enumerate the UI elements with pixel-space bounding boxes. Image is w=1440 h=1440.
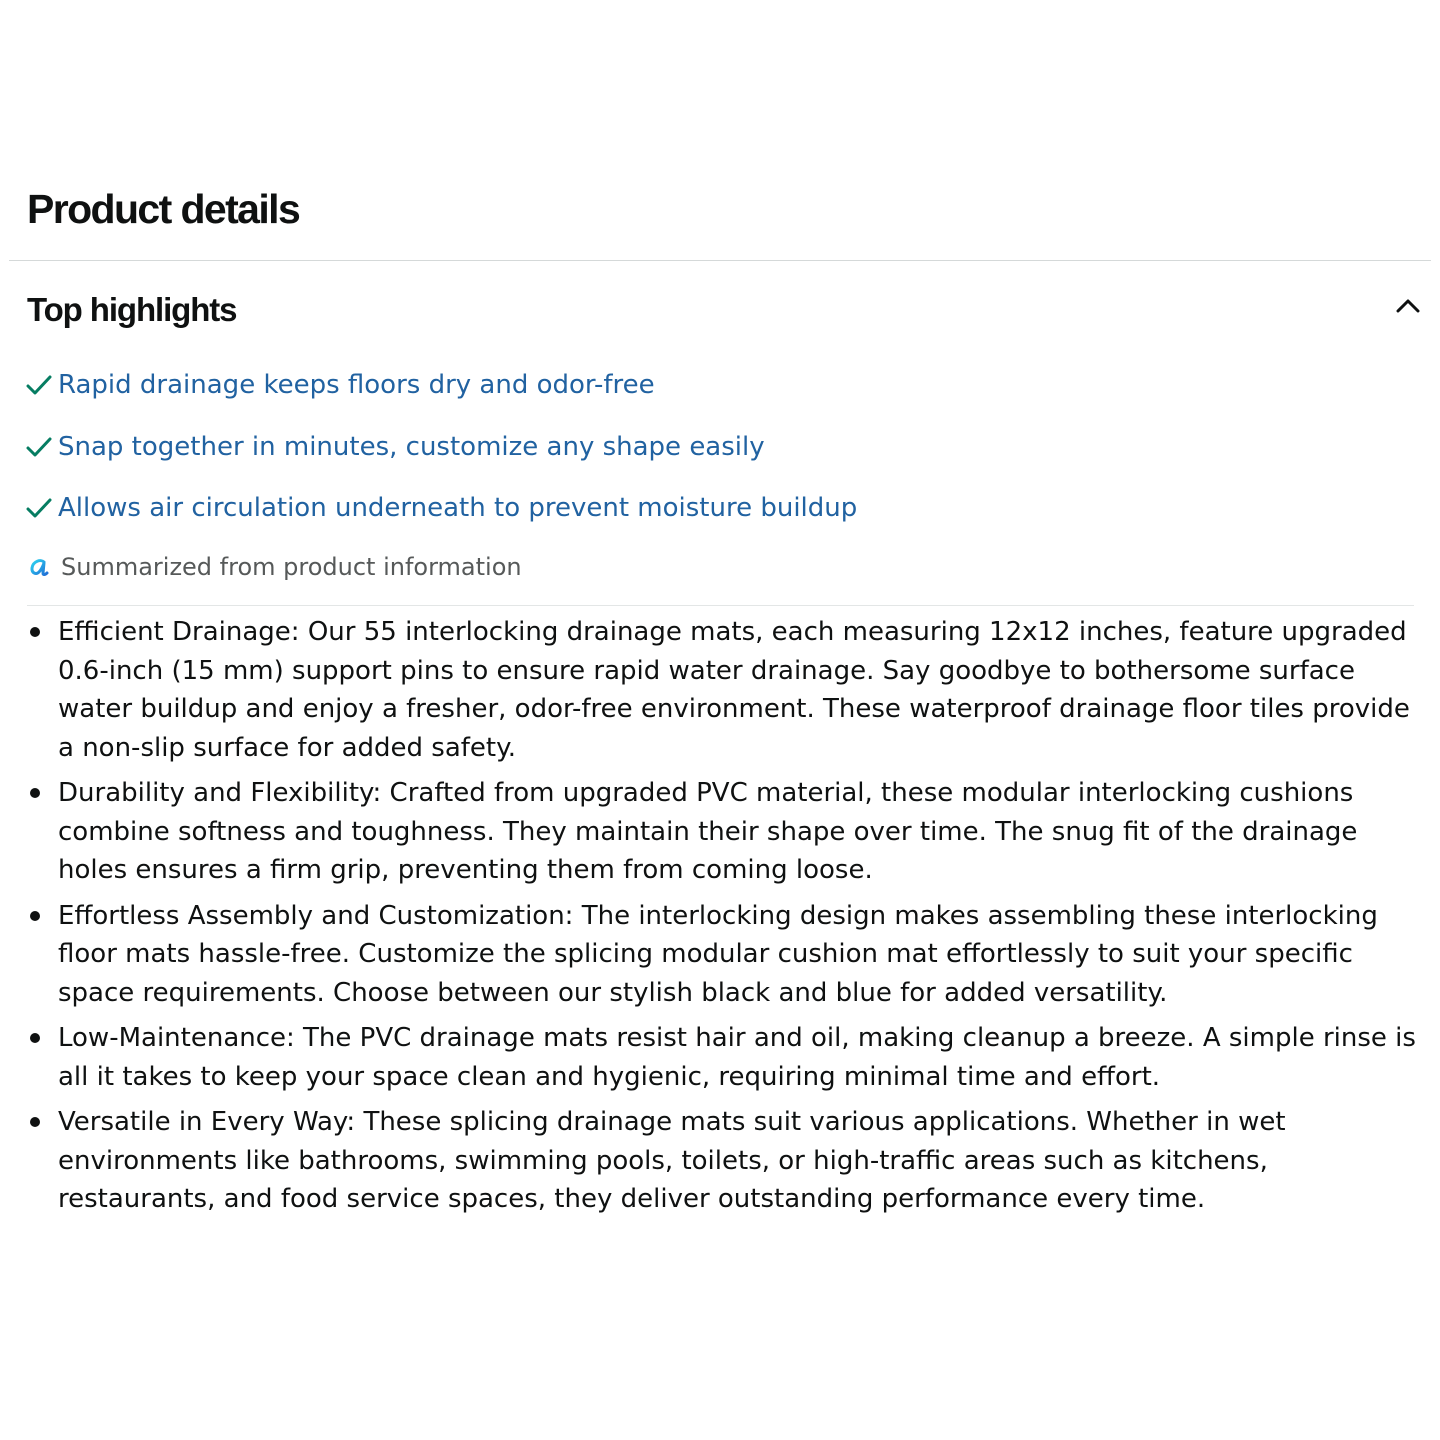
highlight-text[interactable]: Snap together in minutes, customize any shape easily bbox=[58, 431, 765, 462]
highlight-text[interactable]: Allows air circulation underneath to prevent moisture buildup bbox=[58, 493, 858, 523]
feature-bullet-text: Effortless Assembly and Customization: The interlocking design makes assembling these interlocking floor mats hassle-free. Customize the splicing modular cushion mat effortlessly to suit your specific space requirements. Choose between our stylish black and blue for added versatility. bbox=[58, 900, 1378, 1008]
check-icon bbox=[25, 371, 53, 399]
chevron-up-icon[interactable] bbox=[1393, 291, 1423, 321]
feature-bullet-text: Durability and Flexibility: Crafted from upgraded PVC material, these modular interlocking cushions combine softness and toughness. They maintain their shape over time. The snug fit of the drainage holes ensures a firm grip, preventing them from coming loose. bbox=[58, 778, 1358, 885]
bullet-dot bbox=[30, 788, 40, 798]
highlight-item[interactable] bbox=[25, 365, 857, 405]
ai-sparkle-icon bbox=[27, 555, 51, 579]
highlight-item[interactable] bbox=[25, 488, 857, 528]
check-icon bbox=[25, 494, 53, 522]
feature-bullet bbox=[0, 774, 1420, 890]
highlight-item[interactable] bbox=[25, 427, 857, 467]
summary-text: Summarized from product information bbox=[61, 553, 522, 581]
feature-bullet bbox=[0, 1019, 1420, 1096]
feature-bullet-text: Efficient Drainage: Our 55 interlocking drainage mats, each measuring 12x12 inches, feature upgraded 0.6-inch (15 mm) support pins to ensure rapid water drainage. Say goodbye to bothersome surface water buildup and enjoy a fresher, odor-free environment. These waterproof drainage floor tiles provide a non-slip surface for added safety. bbox=[58, 617, 1410, 763]
bullet-dot bbox=[30, 1033, 40, 1043]
bullet-dot bbox=[30, 1117, 40, 1127]
top-highlights-toggle[interactable] bbox=[27, 285, 1423, 339]
summary-note bbox=[27, 549, 522, 585]
feature-bullet-text: Low-Maintenance: The PVC drainage mats resist hair and oil, making cleanup a breeze. A simple rinse is all it takes to keep your space clean and hygienic, requiring minimal time and effort. bbox=[58, 1023, 1416, 1092]
section-divider bbox=[9, 260, 1431, 261]
feature-bullet-text: Versatile in Every Way: These splicing drainage mats suit various applications. Whether in wet environments like bathrooms, swimming pools, toilets, or high-traffic areas such as kitchens, restaurants, and food service spaces, they deliver outstanding performance every time. bbox=[58, 1107, 1286, 1214]
feature-bullet bbox=[0, 613, 1420, 767]
feature-bullet bbox=[0, 897, 1420, 1013]
highlights-divider bbox=[27, 605, 1414, 606]
highlight-text[interactable]: Rapid drainage keeps floors dry and odor-free bbox=[58, 370, 655, 400]
check-icon bbox=[25, 433, 53, 461]
top-highlights-title: Top highlights bbox=[27, 291, 237, 328]
highlight-list bbox=[25, 365, 857, 550]
section-title: Product details bbox=[27, 186, 300, 232]
feature-bullet-list bbox=[0, 613, 1420, 1226]
feature-bullet bbox=[0, 1103, 1420, 1219]
bullet-dot bbox=[30, 627, 40, 637]
bullet-dot bbox=[30, 911, 40, 921]
